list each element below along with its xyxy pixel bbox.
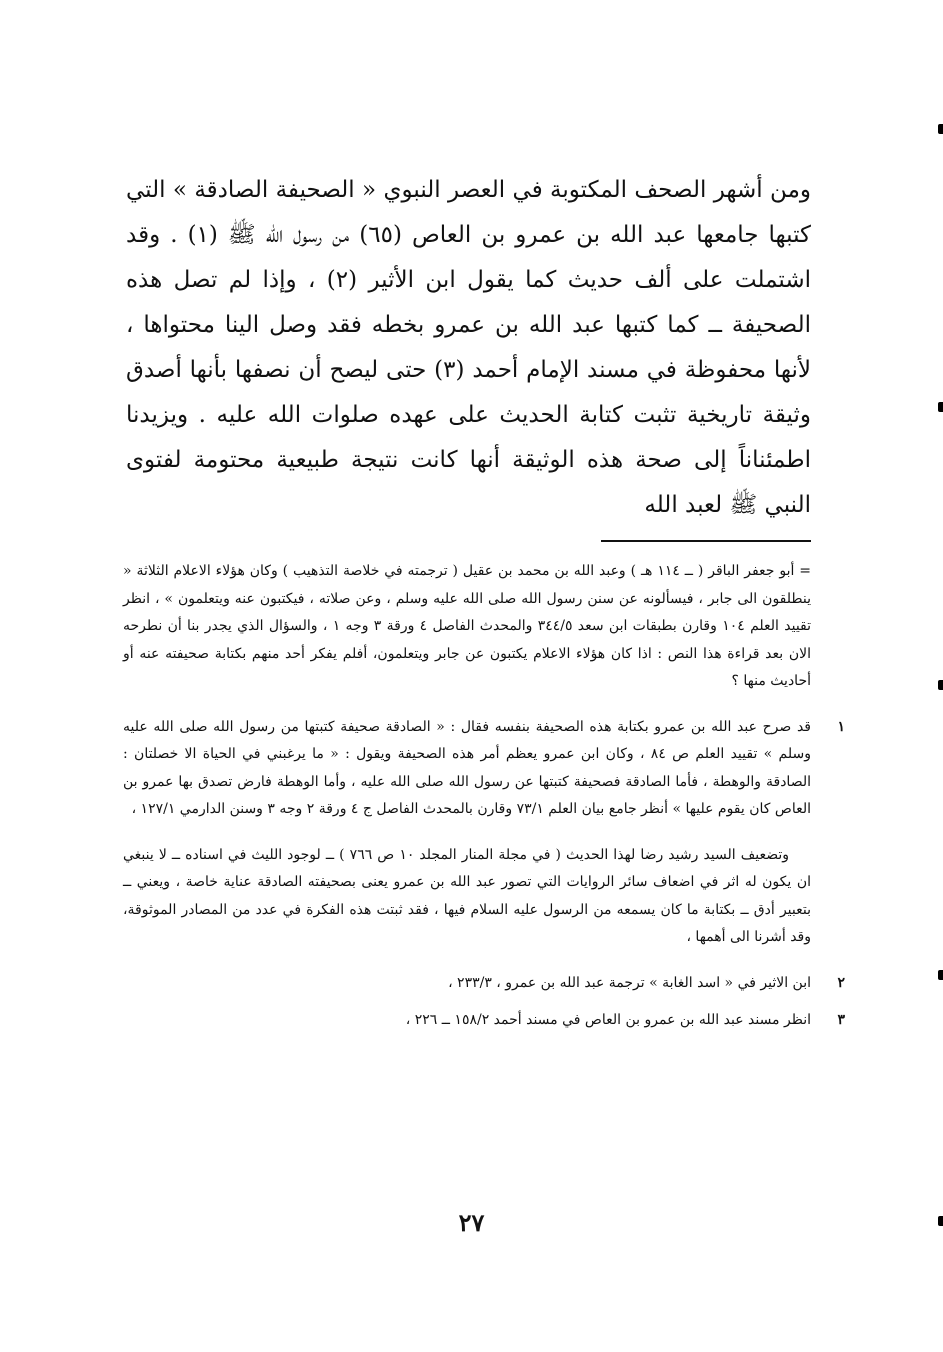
main-body-text: ومن أشهر الصحف المكتوبة في العصر النبوي « الصحيفة الصادقة » التي كتبها جامعها عبد الله بن عمرو بن العاص (٦٥) من رسول الله ﷺ (١) . وقد اشتملت على ألف حديث كما يقول ابن الأثير (٢) ، وإذا لم تصل هذه الصحيفة ــ كما كتبها عبد الله بن عمرو بخطه فقد وصل الينا محتواها ، لأنها محفوظة في مسند الإمام أحمد (٣) حتى ليصح أن نصفها بأنها أصدق وثيقة تاريخية تثبت كتابة الحديث على عهده صلوات الله عليه . ويزيدنا اطمئناناً إلى صحة هذه الوثيقة أنها كانت نتيجة طبيعية محتومة لفتوى النبي ﷺ لعبد الله: [126, 177, 811, 518]
scan-edge-mark: [938, 970, 943, 980]
footnote-1-continuation: وتضعيف السيد رشيد رضا لهذا الحديث ( في مجلة المنار المجلد ١٠ ص ٧٦٦ ) ــ لوجود الليث في اسناده ــ لا ينبغي ان يكون له اثر في اضعاف سائر الروايات التي تصور عبد الله بن عمرو يعنى بصحيفته الصادقة عناية خاصة ، ويعني ــ بتعبير أدق ــ بكتابة ما كان يسمعه من الرسول عليه السلام فيها ، فقد ثبتت هذه الفكرة في عدد من المصادر الموثوقة، وقد أشرنا الى أهمها ،: [123, 846, 811, 945]
footnote-number: ٣: [837, 1012, 845, 1028]
footnote-1: [123, 714, 845, 824]
footnote-separator: [601, 540, 811, 542]
footnotes-section: [123, 558, 845, 1045]
scan-edge-mark: [938, 124, 943, 134]
scan-edge-mark: [938, 402, 943, 412]
footnote-continued: = أبو جعفر الباقر ( ــ ١١٤ هـ ) وعبد الله بن محمد بن عقيل ( ترجمته في خلاصة التذهيب ) وكان هؤلاء الاعلام الثلاثة « ينطلقون الى جابر ، فيسألونه عن سنن رسول الله صلى الله عليه وسلم ، وعن صلاته ، فيكتبون عنه ويتعلمون » ، انظر تقييد العلم ١٠٤ وقارن بطبقات ابن سعد ٣٤٤/٥ والمحدث الفاصل ٤ ورقة ٣ وجه ١ ، والسؤال الذي يجدر بنا أن نطرحه الان بعد قراءة هذا النص : اذا كان هؤلاء الاعلام يكتبون عن جابر ويتعلمون، أفلم يفكر أحد منهم بكتابة صحيفته عنه أو أحاديث منها ؟: [123, 563, 812, 689]
footnote-text: ابن الاثير في « اسد الغابة » ترجمة عبد الله بن عمرو ، ٢٣٣/٣ ،: [448, 974, 811, 991]
scan-edge-mark: [938, 680, 943, 690]
footnote-text: انظر مسند عبد الله بن عمرو بن العاص في مسند أحمد ١٥٨/٢ ــ ٢٢٦ ،: [405, 1012, 811, 1028]
footnote-text: قد صرح عبد الله بن عمرو بكتابة هذه الصحيفة بنفسه فقال : « الصادقة صحيفة كتبتها من رسول الله صلى الله عليه وسلم » تقييد العلم ص ٨٤ ، وكان ابن عمرو يعظم أمر هذه الصحيفة ويقول : « ما يرغبني في الحياة الا خصلتان : الصادقة والوهطة ، فأما الصادقة فصحيفة كتبتها عن رسول الله صلى الله عليه ، وأما الوهطة فارض تصدق بها عمرو بن العاص كان يقوم عليها » أنظر جامع بيان العلم ٧٣/١ وقارن بالمحدث الفاصل ج ٤ ورقة ٢ وجه ٣ وسنن الدارمي ١٢٧/١ ،: [123, 718, 812, 817]
footnote-3: [123, 1007, 845, 1035]
footnote-number: ٢: [837, 974, 845, 991]
footnote-number: ١: [837, 718, 845, 735]
footnote-2: [123, 970, 845, 998]
page-number: ٢٧: [458, 1208, 485, 1237]
